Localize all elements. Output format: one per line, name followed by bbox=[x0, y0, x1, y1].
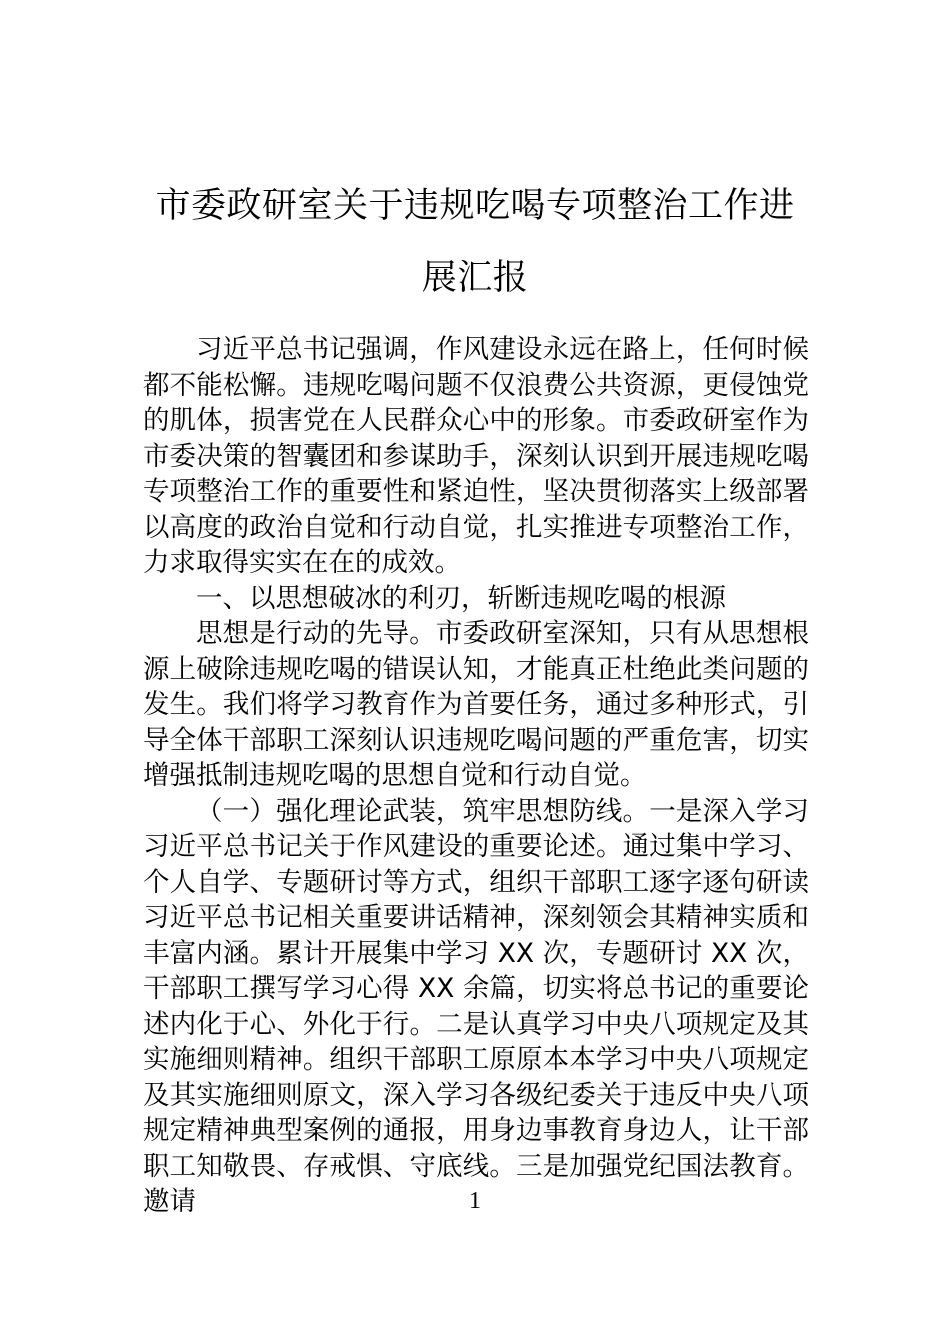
intro-paragraph: 习近平总书记强调，作风建设永远在路上，任何时候都不能松懈。违规吃喝问题不仅浪费公共资源，更侵蚀党的肌体，损害党在人民群众心中的形象。市委政研室作为市委决策的智囊团和参谋助手，深刻认识到开展违规吃喝专项整治工作的重要性和紧迫性，坚决贯彻落实上级部署以高度的政治自觉和行动自觉，扎实推进专项整治工作，力求取得实实在在的成效。 bbox=[143, 334, 809, 578]
document-body bbox=[143, 332, 809, 1220]
document-title bbox=[140, 170, 810, 314]
body-paragraph: 思想是行动的先导。市委政研室深知，只有从思想根源上破除违规吃喝的错误认知，才能真正杜绝此类问题的发生。我们将学习教育作为首要任务，通过多种形式，引导全体干部职工深刻认识违规吃喝问题的严重危害，切实增强抵制违规吃喝的思想自觉和行动自觉。 bbox=[143, 618, 809, 791]
subsection-paragraph: （一）强化理论武装，筑牢思想防线。一是深入学习习近平总书记关于作风建设的重要论述。通过集中学习、个人自学、专题研讨等方式，组织干部职工逐字逐句研读习近平总书记相关重要讲话精神，深刻领会其精神实质和丰富内涵。累计开展集中学习 XX 次，专题研讨 XX 次，干部职工撰写学习心得 XX 余篇，切实将总书记的重要论述内化于心、外化于行。二是认真学习中央八项规定及其实施细则精神。组织干部职工原原本本学习中央八项规定及其实施细则原文，深入学习各级纪委关于违反中央八项规定精神典型案例的通报，用身边事教育身边人，让干部职工知敬畏、存戒惧、守底线。三是加强党纪国法教育。邀请 bbox=[143, 795, 809, 1217]
section-heading: 一、以思想破冰的利刃，斩断违规吃喝的根源 bbox=[196, 582, 726, 614]
title-line-1: 市委政研室关于违规吃喝专项整治工作进 bbox=[155, 186, 795, 226]
title-line-2: 展汇报 bbox=[421, 258, 529, 298]
page-number: 1 bbox=[469, 1188, 481, 1214]
